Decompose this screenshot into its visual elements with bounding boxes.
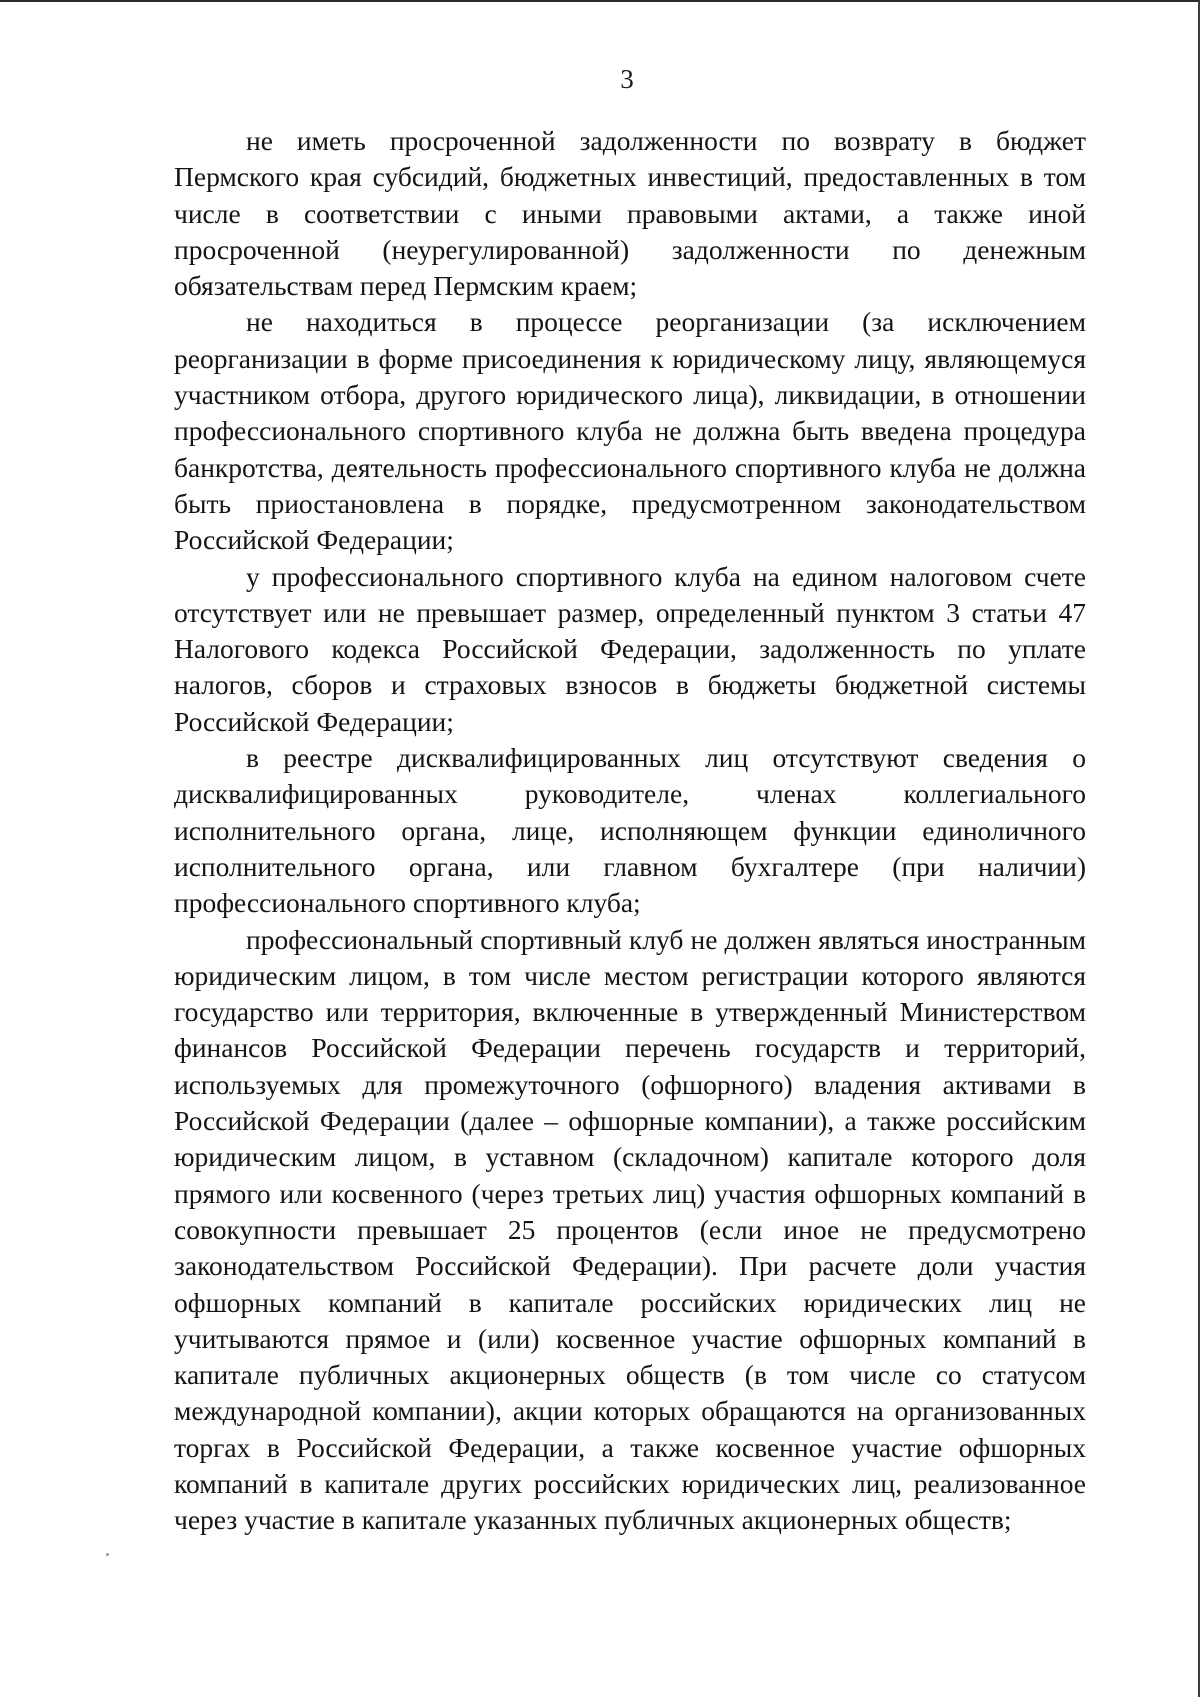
document-body xyxy=(174,123,1086,1539)
paragraph-disqualified-persons: в реестре дисквалифицированных лиц отсутствуют сведения о дисквалифицированных руководителе, членах коллегиального исполнительного органа, лице, исполняющем функции единоличного исполнительного органа, или главном бухгалтере (при наличии) профессионального спортивного клуба; xyxy=(174,742,1086,919)
paragraph-offshore-companies: профессиональный спортивный клуб не должен являться иностранным юридическим лицом, в том числе местом регистрации которого являются государство или территория, включенные в утвержденный Министерством финансов Российской Федерации перечень государств и территорий, используемых для промежуточного (офшорного) владения активами в Российской Федерации (далее – офшорные компании), а также российским юридическим лицом, в уставном (складочном) капитале которого доля прямого или косвенного (через третьих лиц) участия офшорных компаний в совокупности превышает 25 процентов (если иное не предусмотрено законодательством Российской Федерации). При расчете доли участия офшорных компаний в капитале российских юридических лиц не учитываются прямое и (или) косвенное участие офшорных компаний в капитале публичных акционерных обществ (в том числе со статусом международной компании), акции которых обращаются на организованных торгах в Российской Федерации, а также косвенное участие офшорных компаний в капитале других российских юридических лиц, реализованное через участие в капитале указанных публичных акционерных обществ; xyxy=(174,923,1086,1536)
paragraph-no-overdue-debt: не иметь просроченной задолженности по возврату в бюджет Пермского края субсидий, бюджетных инвестиций, предоставленных в том числе в соответствии с иными правовыми актами, а также иной просроченной (неурегулированной) задолженности по денежным обязательствам перед Пермским краем; xyxy=(174,125,1086,302)
paragraph-no-reorganization: не находиться в процессе реорганизации (за исключением реорганизации в форме присоединения к юридическому лицу, являющемуся участником отбора, другого юридического лица), ликвидации, в отношении профессионального спортивного клуба не должна быть введена процедура банкротства, деятельность профессионального спортивного клуба не должна быть приостановлена в порядке, предусмотренном законодательством Российской Федерации; xyxy=(174,306,1086,556)
paragraph-tax-debt: у профессионального спортивного клуба на едином налоговом счете отсутствует или не превышает размер, определенный пунктом 3 статьи 47 Налогового кодекса Российской Федерации, задолженность по уплате налогов, сборов и страховых взносов в бюджеты бюджетной системы Российской Федерации; xyxy=(174,560,1086,737)
page-number: 3 xyxy=(620,64,634,94)
scan-speck xyxy=(106,1553,109,1556)
